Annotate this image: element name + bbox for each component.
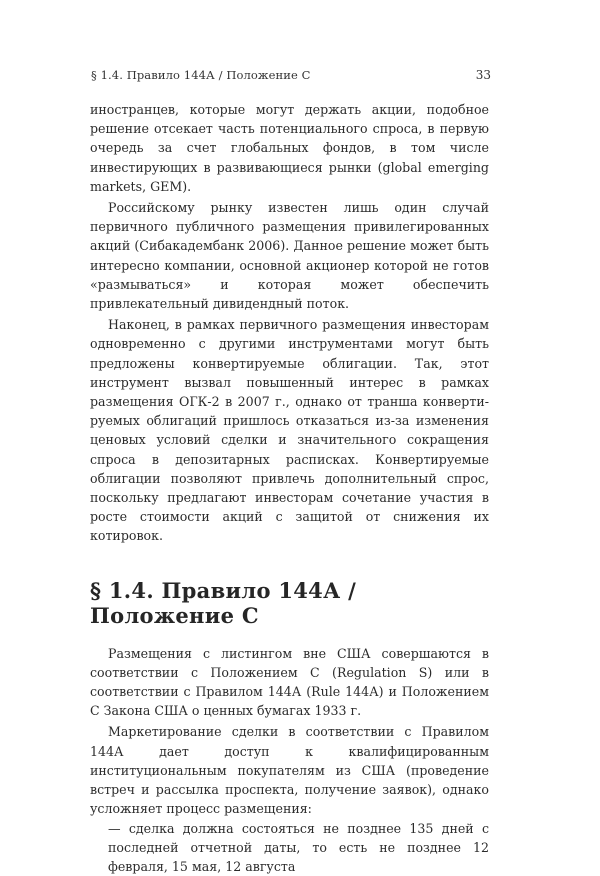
page-number: 33: [476, 68, 491, 82]
paragraph: Российскому рынку известен лишь один случай первичного публичного размещения привилегированных акций (Сибакадембанк 2006). Данное решение может быть интересно компании, основной акционер которой не готов «размываться» и которая может обеспечить привлекательный дивидендный поток.: [90, 198, 489, 313]
list-item: — сделка должна состояться не позднее 135 дней с последней отчетной даты, то есть не позднее 12 февраля, 15 мая, 12 августа: [90, 819, 489, 876]
paragraph: иностранцев, которые могут держать акции, подобное решение отсекает часть потенциального спроса, в первую очередь за счет глобальных фондов, в том числе инвестирующих в развивающиеся рынки (global emerging markets, GEM).: [90, 100, 489, 196]
body-text: [90, 100, 489, 876]
paragraph: Маркетирование сделки в соответствии с Правилом 144А дает доступ к квалифицированным институциональным покупателям из США (проведение встреч и рассылка проспекта, получение заявок), однако усложняет процесс размещения:: [90, 722, 489, 818]
section-heading: § 1.4. Правило 144А / Положение С: [90, 578, 489, 628]
running-head: § 1.4. Правило 144А / Положение С: [91, 68, 311, 82]
paragraph: Размещения с листингом вне США совершаются в соответствии с Положением С (Regulation S) или в соответствии с Правилом 144А (Rule 144А) и Положением С Закона США о ценных бумагах 1933 г.: [90, 644, 489, 721]
paragraph: Наконец, в рамках первичного размещения инвесторам одновременно с другими инструментами могут быть предложены конвертируемые облигации. Так, этот инструмент вызвал повышенный интерес в рамках размещения ОГК-2 в 2007 г., однако от транша конвертируемых облигаций пришлось отказаться из-за изменения ценовых условий сделки и значительного сокращения спроса в депозитарных расписках. Конвертируемые облигации позволяют привлечь дополнительный спрос, поскольку предлагают инвесторам сочетание участия в росте стоимости акций с защитой от снижения их котировок.: [90, 315, 489, 545]
